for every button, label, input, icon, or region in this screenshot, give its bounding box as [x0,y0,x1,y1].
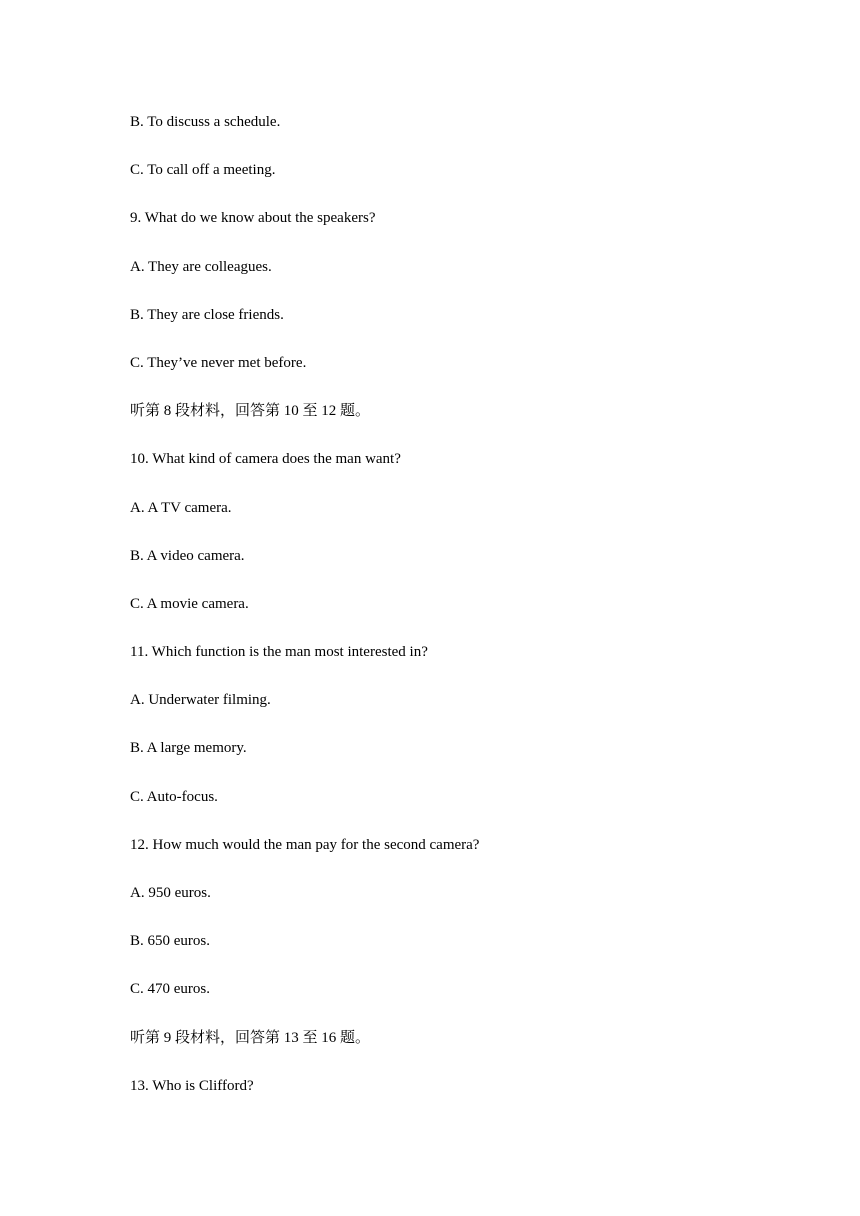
question-11: 11. Which function is the man most interested in? [130,644,428,661]
option-8b: B. To discuss a schedule. [130,114,281,130]
option-10a: A. A TV camera. [130,499,232,516]
option-12a: A. 950 euros. [130,885,211,901]
option-11a: A. Underwater filming. [130,692,271,709]
option-9a: A. They are colleagues. [130,258,272,275]
section-instruction-8: 听第 8 段材料，回答第 10 至 12 题。 [130,403,371,420]
option-8c: C. To call off a meeting. [130,162,276,179]
option-12b: B. 650 euros. [130,933,210,950]
question-13: 13. Who is Clifford? [130,1077,254,1094]
question-9: 9. What do we know about the speakers? [130,210,376,227]
option-12c: C. 470 euros. [130,981,210,998]
section-instruction-9: 听第 9 段材料，回答第 13 至 16 题。 [130,1029,371,1046]
option-10b: B. A video camera. [130,547,245,564]
option-11c: C. Auto-focus. [130,788,218,805]
option-9b: B. They are close friends. [130,306,284,323]
option-10c: C. A movie camera. [130,595,249,612]
option-9c: C. They’ve never met before. [130,354,307,371]
question-10: 10. What kind of camera does the man want? [130,451,401,468]
option-11b: B. A large memory. [130,740,247,757]
page-content [130,112,770,1124]
question-12: 12. How much would the man pay for the second camera? [130,836,480,853]
